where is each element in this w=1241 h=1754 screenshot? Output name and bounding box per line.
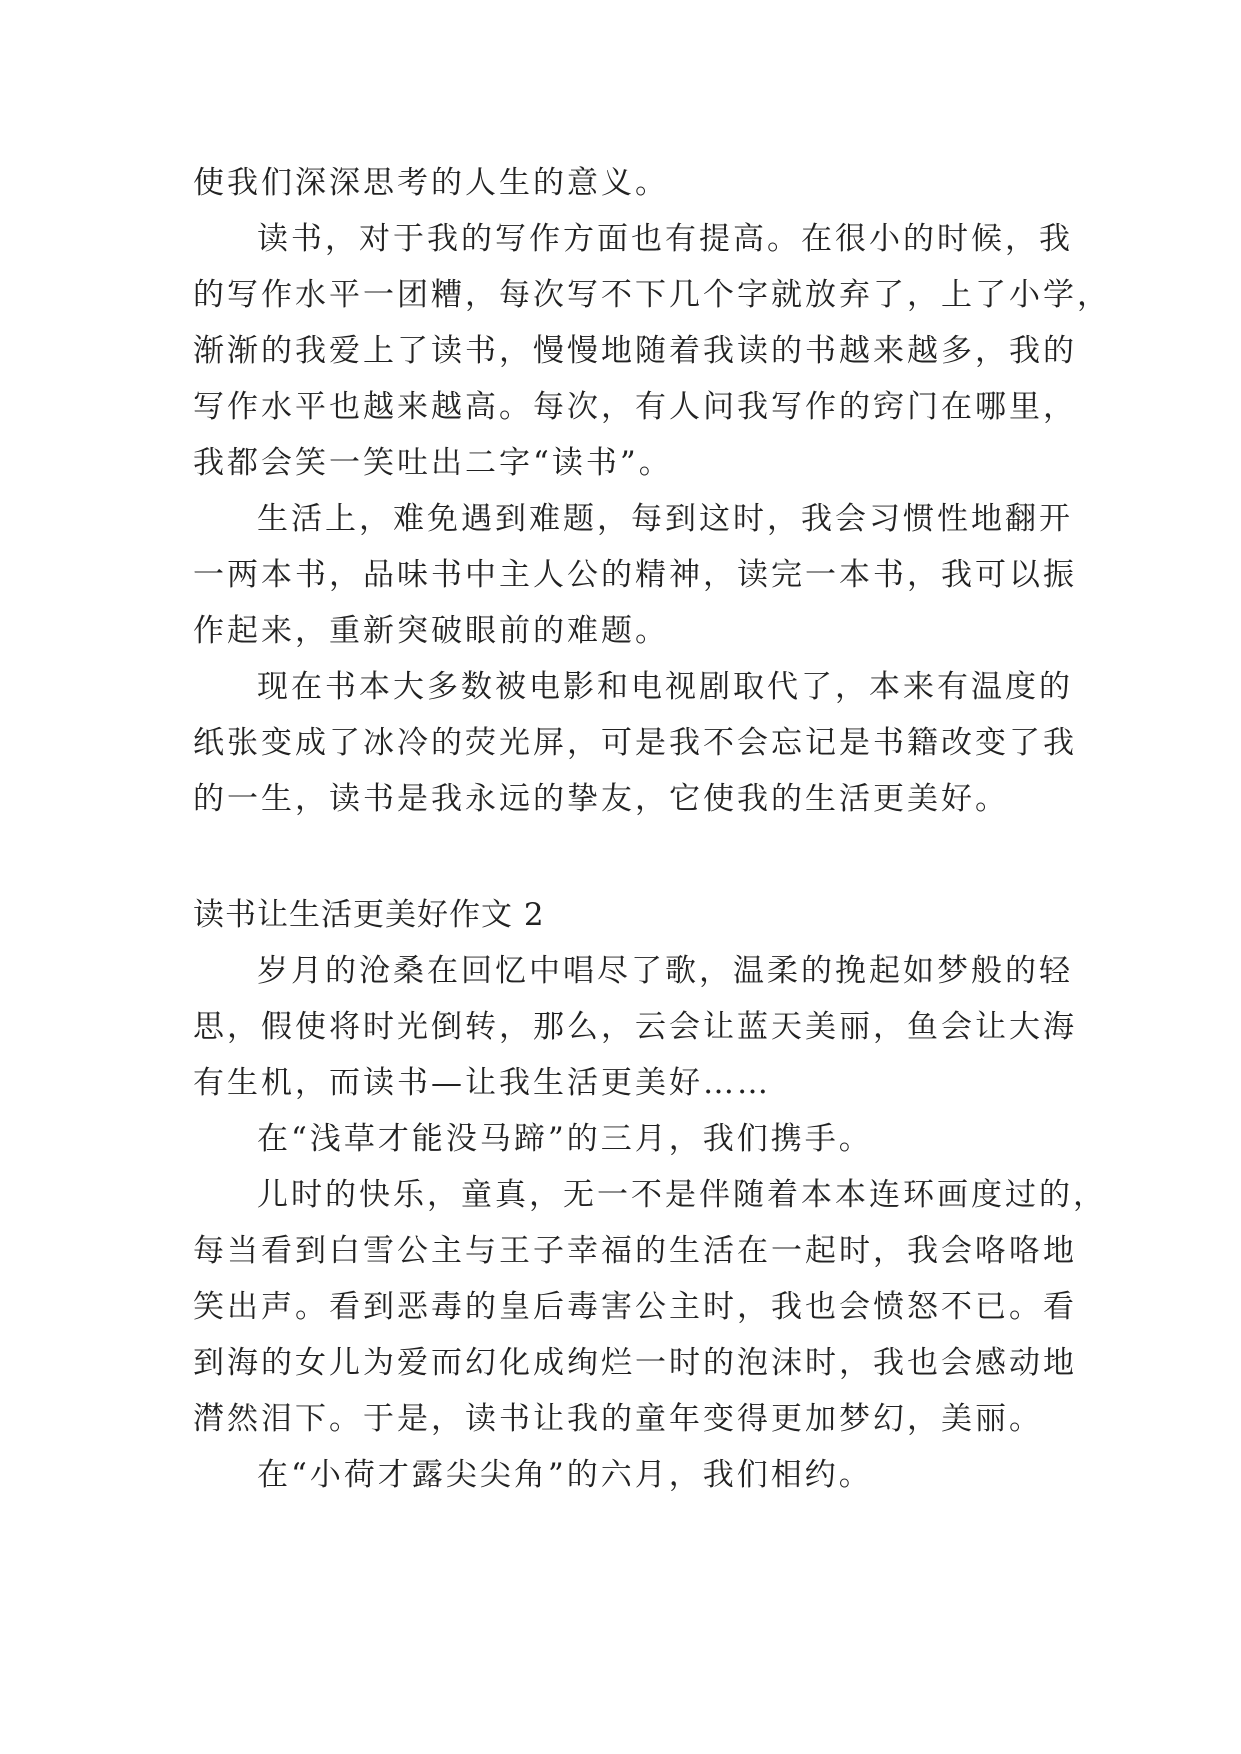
paragraph-line: 到海的女儿为爱而幻化成绚烂一时的泡沫时，我也会感动地 bbox=[193, 1345, 1077, 1381]
paragraph-line: 我都会笑一笑吐出二字“读书”。 bbox=[193, 445, 673, 481]
paragraph-line: 写作水平也越来越高。每次，有人问我写作的窍门在哪里， bbox=[193, 389, 1077, 425]
paragraph-line: 岁月的沧桑在回忆中唱尽了歌，温柔的挽起如梦般的轻 bbox=[257, 953, 1073, 989]
paragraph-line: 潸然泪下。于是，读书让我的童年变得更加梦幻，美丽。 bbox=[193, 1401, 1043, 1437]
paragraph-line: 儿时的快乐，童真，无一不是伴随着本本连环画度过的， bbox=[257, 1177, 1107, 1213]
paragraph-line: 现在书本大多数被电影和电视剧取代了，本来有温度的 bbox=[257, 669, 1073, 705]
document-body bbox=[193, 155, 1111, 1503]
paragraph-line: 每当看到白雪公主与王子幸福的生活在一起时，我会咯咯地 bbox=[193, 1233, 1077, 1269]
paragraph-line: 笑出声。看到恶毒的皇后毒害公主时，我也会愤怒不已。看 bbox=[193, 1289, 1077, 1325]
paragraph-line: 使我们深深思考的人生的意义。 bbox=[193, 165, 669, 201]
paragraph-line: 思，假使将时光倒转，那么，云会让蓝天美丽，鱼会让大海 bbox=[193, 1009, 1077, 1045]
paragraph-line: 渐渐的我爱上了读书，慢慢地随着我读的书越来越多，我的 bbox=[193, 333, 1077, 369]
section-gap bbox=[193, 827, 1053, 887]
paragraph-line: 作起来，重新突破眼前的难题。 bbox=[193, 613, 669, 649]
paragraph-line: 一两本书，品味书中主人公的精神，读完一本书，我可以振 bbox=[193, 557, 1077, 593]
paragraph-line: 的写作水平一团糟，每次写不下几个字就放弃了，上了小学， bbox=[193, 277, 1111, 313]
paragraph-line: 读书，对于我的写作方面也有提高。在很小的时候，我 bbox=[257, 221, 1073, 257]
paragraph-line: 纸张变成了冰冷的荧光屏，可是我不会忘记是书籍改变了我 bbox=[193, 725, 1077, 761]
paragraph-line: 生活上，难免遇到难题，每到这时，我会习惯性地翻开 bbox=[257, 501, 1073, 537]
paragraph-line: 有生机，而读书—让我生活更美好…… bbox=[193, 1065, 771, 1101]
paragraph-line: 在“小荷才露尖尖角”的六月，我们相约。 bbox=[257, 1457, 873, 1493]
paragraph-line: 在“浅草才能没马蹄”的三月，我们携手。 bbox=[257, 1121, 873, 1157]
essay-title: 读书让生活更美好作文 2 bbox=[193, 897, 545, 933]
paragraph-line: 的一生，读书是我永远的挚友，它使我的生活更美好。 bbox=[193, 781, 1009, 817]
